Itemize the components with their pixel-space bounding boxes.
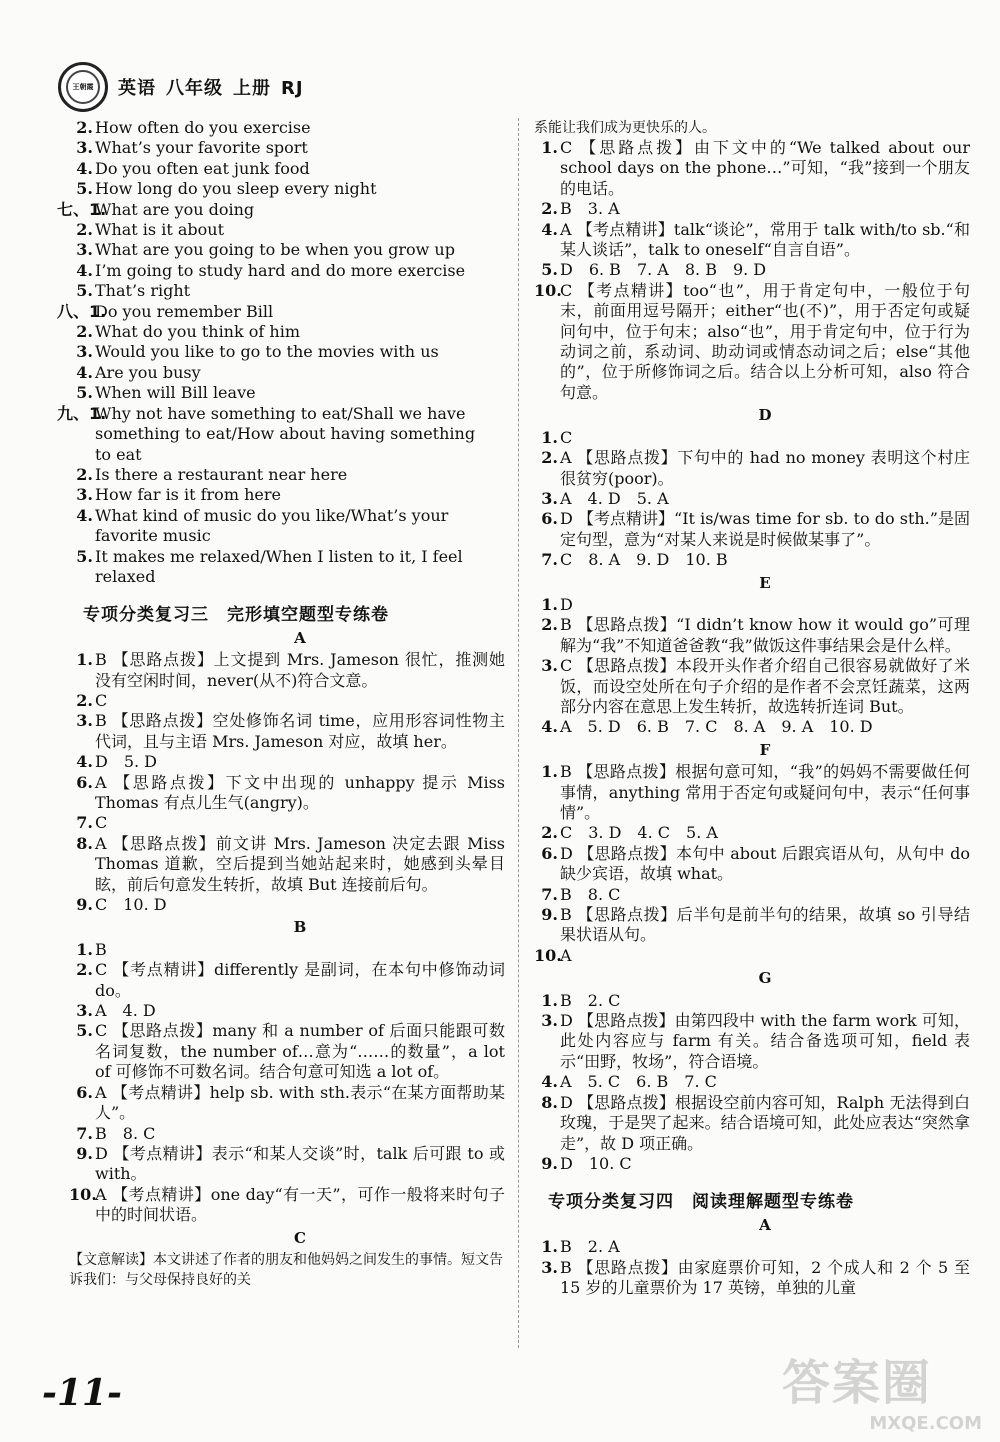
answer-text: C 10. D <box>95 895 167 915</box>
answer-text: A 4. D <box>95 1001 156 1021</box>
answer-line <box>95 424 505 444</box>
answer-text: B 2. A <box>560 1237 620 1257</box>
answer-text: C 【思路点拨】本段开头作者介绍自己很容易就做好了米饭，而设空处所在句子介绍的是作者不会烹饪蔬菜，这两部分内容在意思上发生转折，故选转折连词 But。 <box>560 656 970 716</box>
answer-text: A 4. D 5. A <box>560 488 669 508</box>
answer-number: 1. <box>541 762 558 782</box>
section-title: 专项分类复习三 完形填空题型专练卷 <box>83 605 389 626</box>
watermark-logo <box>782 1344 982 1434</box>
answer-number: 3. <box>541 1257 558 1277</box>
answer-text: B 【思路点拨】后半句是前半句的结果，故填 so 引导结果状语从句。 <box>560 905 970 945</box>
answer-item <box>76 895 505 915</box>
answer-text: A <box>560 945 572 965</box>
page-header <box>58 62 314 112</box>
answer-text: D 【考点精讲】表示“和某人交谈”时，talk 后可跟 to 或 with。 <box>95 1143 505 1184</box>
logo-text: 王朝霞 <box>72 82 94 91</box>
answer-item <box>76 813 505 833</box>
page-number: -11- <box>42 1372 122 1414</box>
subsection-label: B <box>293 918 307 937</box>
answer-item <box>76 1082 505 1124</box>
answer-number: 3. <box>76 485 93 505</box>
answer-text: What is it about <box>95 220 224 240</box>
answer-text: D 10. C <box>560 1153 632 1173</box>
subsection-label: G <box>758 969 772 988</box>
answer-text: B 【思路点拨】根据句意可知，“我”的妈妈不需要做任何事情，anything 常用于否定句或疑问句中，表示“任何事情”。 <box>560 762 970 822</box>
right-column <box>534 118 970 1298</box>
answer-item <box>76 772 505 814</box>
answer-number: 3. <box>76 1001 93 1021</box>
answer-number: 3. <box>541 1011 558 1031</box>
answer-line <box>76 464 505 485</box>
answer-text: How often do you exercise <box>95 118 311 137</box>
answer-text: C 【考点精讲】differently 是副词，在本句中修饰动词 do。 <box>95 960 505 1000</box>
answer-number: 7. <box>76 813 93 833</box>
answer-number: 4. <box>76 158 93 178</box>
answer-number: 八、1. <box>57 301 107 321</box>
answer-number: 4. <box>541 1072 558 1092</box>
answer-text: Why not have something to eat/Shall we have <box>95 403 466 423</box>
answer-line <box>76 322 505 342</box>
answer-number: 5. <box>76 546 93 566</box>
answer-item <box>541 717 970 737</box>
answer-text: How long do you sleep every night <box>95 179 377 199</box>
answer-line <box>76 383 505 403</box>
answer-text: It makes me relaxed/When I listen to it, I feel <box>95 546 463 566</box>
answer-line <box>57 403 505 424</box>
edition: RJ <box>281 78 304 99</box>
subsection-label: A <box>759 1215 771 1234</box>
answer-text: C 【思路点拨】由下文中的“We talked about our school days on the phone…”可知，“我”接到一个朋友的电话。 <box>560 138 970 198</box>
answer-number: 10. <box>534 280 562 300</box>
answer-number: 1. <box>76 939 93 959</box>
answer-text: D 5. D <box>95 752 158 772</box>
answer-text: relaxed <box>95 566 156 586</box>
answer-number: 10. <box>534 945 562 965</box>
answer-text: A 【思路点拨】下句中的 had no money 表明这个村庄很贫穷(poor)。 <box>560 448 970 488</box>
answer-text: What are you going to be when you grow up <box>95 240 455 260</box>
answer-item <box>541 1257 970 1299</box>
answer-text: B 【思路点拨】“I didn’t know how it would go”可理解为“我”不知道爸爸教“我”做饭这件事结果会是什么样。 <box>560 615 970 655</box>
answer-item <box>541 427 970 448</box>
answer-text: B 【思路点拨】由家庭票价可知，2 个成人和 2 个 5 至 15 岁的儿童票价为 17 英镑，单独的儿童 <box>560 1257 970 1297</box>
answer-text: A 【考点精讲】one day“有一天”，可作一般将来时句子中的时间状语。 <box>95 1184 505 1225</box>
answer-item <box>541 509 970 550</box>
answer-text: C <box>95 813 108 833</box>
answer-item <box>76 752 505 772</box>
subsection-label: E <box>759 573 771 592</box>
answer-line <box>76 260 505 281</box>
answer-text: Do you remember Bill <box>95 301 274 321</box>
subject: 英语 <box>118 78 156 99</box>
answer-number: 1. <box>541 990 558 1010</box>
answer-item <box>76 939 505 960</box>
answer-line <box>57 301 505 322</box>
answer-item <box>541 199 970 219</box>
answer-number: 4. <box>76 752 93 772</box>
answer-number: 7. <box>541 550 558 570</box>
answer-text: What do you think of him <box>95 322 300 342</box>
answer-text: B 2. C <box>560 990 621 1010</box>
answer-number: 2. <box>76 690 93 710</box>
section-title: 专项分类复习四 阅读理解题型专练卷 <box>548 1192 854 1213</box>
subsection-label: C <box>294 1228 306 1247</box>
answer-number: 4. <box>76 260 93 280</box>
answer-text: What’s your favorite sport <box>95 138 308 158</box>
answer-item <box>541 1011 970 1072</box>
answer-line <box>76 138 505 158</box>
answer-text: C 【考点精讲】too“也”，用于肯定句中，一般位于句末，前面用逗号隔开；either“也(不)”，用于否定句或疑问句中，位于句末；also“也”，用于肯定句中，位于行为动词之前，系动词、助动词或情态动词之后；else“其他的”，位于所修饰词之后。结合以上分析可知，also 符合句意。 <box>560 280 970 402</box>
grade: 八年级 <box>166 78 223 99</box>
answer-item <box>541 260 970 280</box>
watermark-text: 答案圈 <box>782 1355 933 1411</box>
answer-text: A 【考点精讲】talk“谈论”，常用于 talk with/to sb.“和某人谈话”，talk to oneself“自言自语”。 <box>560 219 970 260</box>
answer-item <box>541 594 970 615</box>
answer-text: B 【思路点拨】空处修饰名词 time，应用形容词性物主代词，且与主语 Mrs. Jameson 对应，故填 her。 <box>95 711 505 751</box>
answer-line <box>76 220 505 240</box>
answer-number: 5. <box>76 1021 93 1041</box>
answer-item <box>541 1072 970 1092</box>
answer-number: 3. <box>76 138 93 158</box>
answer-item <box>76 1123 505 1144</box>
logo-seal <box>66 70 100 104</box>
answer-item <box>534 945 970 966</box>
answer-text: I’m going to study hard and do more exercise <box>95 260 466 280</box>
answer-text: A 【考点精讲】help sb. with sth.表示“在某方面帮助某人”。 <box>95 1082 505 1123</box>
answer-text: D <box>560 594 573 614</box>
answer-number: 2. <box>76 118 93 137</box>
answer-number: 4. <box>541 219 558 239</box>
answer-item <box>534 280 970 403</box>
answer-number: 1. <box>541 1237 558 1257</box>
answer-number: 1. <box>76 650 93 670</box>
answer-number: 3. <box>76 711 93 731</box>
answer-text: A 【思路点拨】前文讲 Mrs. Jameson 决定去跟 Miss Thomas 道歉，空后提到当她站起来时，她感到头晕目眩，前后句意发生转折，故填 But 连接前后句。 <box>95 833 505 894</box>
answer-item <box>541 1153 970 1174</box>
answer-item <box>541 488 970 509</box>
answer-line <box>76 158 505 179</box>
subsection-label: D <box>758 406 772 425</box>
answer-number: 6. <box>541 843 558 863</box>
answer-text: A 5. D 6. B 7. C 8. A 9. A 10. D <box>560 717 873 737</box>
answer-item <box>541 448 970 489</box>
answer-text: D 6. B 7. A 8. B 9. D <box>560 260 767 280</box>
answer-text: B 8. C <box>95 1123 156 1143</box>
passage-note: 【文意解读】本文讲述了作者的朋友和他妈妈之间发生的事情。短文告诉我们：与父母保持良好的关 <box>69 1251 503 1288</box>
answer-text: Is there a restaurant near here <box>95 464 348 484</box>
answer-number: 7. <box>541 884 558 904</box>
passage-note-cont: 系能让我们成为更快乐的人。 <box>534 120 716 136</box>
answer-text: D 【思路点拨】本句中 about 后跟宾语从句，从句中 do 缺少宾语，故填 what。 <box>560 843 970 884</box>
answer-item <box>76 1143 505 1185</box>
answer-item <box>541 138 970 199</box>
answer-number: 9. <box>541 905 558 925</box>
answer-number: 5. <box>76 383 93 403</box>
answer-text: Do you often eat junk food <box>95 158 310 178</box>
answer-number: 9. <box>76 895 93 915</box>
answer-line <box>95 526 505 546</box>
answer-text: to eat <box>95 444 142 464</box>
answer-line <box>76 362 505 383</box>
answer-line <box>76 485 505 505</box>
answer-number: 4. <box>76 505 93 525</box>
answer-item <box>69 1184 505 1226</box>
answer-number: 7. <box>76 1123 93 1143</box>
volume: 上册 <box>233 78 271 99</box>
answer-number: 2. <box>541 823 558 843</box>
answer-line <box>95 567 505 587</box>
subsection-label: F <box>759 740 771 759</box>
answer-line <box>76 240 505 260</box>
answer-text: something to eat/How about having something <box>95 424 476 444</box>
answer-item <box>541 823 970 843</box>
answer-item <box>541 615 970 656</box>
answer-item <box>541 1092 970 1154</box>
answer-text: D 【考点精讲】“It is/was time for sb. to do sth.”是固定句型，意为“对某人来说是时候做某事了”。 <box>560 509 970 549</box>
answer-number: 6. <box>76 772 93 792</box>
answer-number: 9. <box>541 1153 558 1173</box>
answer-item <box>541 656 970 717</box>
left-column <box>57 118 505 1290</box>
answer-item <box>541 843 970 885</box>
answer-text: B 8. C <box>560 884 621 904</box>
answer-item <box>541 550 970 570</box>
answer-number: 1. <box>541 138 558 157</box>
answer-item <box>541 1237 970 1257</box>
answer-line <box>76 342 505 362</box>
watermark-url: MXQE.COM <box>869 1413 982 1434</box>
answer-line <box>95 445 505 465</box>
answer-line <box>57 199 505 220</box>
answer-line <box>76 281 505 301</box>
answer-text: C <box>95 690 108 710</box>
answer-text: A 【思路点拨】下文中出现的 unhappy 提示 Miss Thomas 有点儿生气(angry)。 <box>95 772 505 812</box>
answer-line <box>76 505 505 526</box>
answer-text: Are you busy <box>95 362 201 382</box>
answer-text: B 3. A <box>560 199 620 219</box>
answer-number: 2. <box>76 220 93 240</box>
answer-text: When will Bill leave <box>95 383 256 403</box>
answer-number: 5. <box>76 179 93 199</box>
answer-text: C <box>560 427 573 447</box>
answer-number: 3. <box>76 342 93 362</box>
answer-number: 6. <box>541 509 558 529</box>
answer-line <box>76 118 505 138</box>
answer-number: 6. <box>76 1082 93 1102</box>
answer-number: 3. <box>541 488 558 508</box>
answer-number: 九、1. <box>57 403 107 423</box>
answer-text: C 【思路点拨】many 和 a number of 后面只能跟可数名词复数，the number of…意为“……的数量”，a lot of 可修饰不可数名词。结合句意可知选 a lot of。 <box>95 1021 505 1082</box>
answer-number: 2. <box>541 199 558 219</box>
answer-number: 3. <box>541 656 558 676</box>
answer-number: 2. <box>76 322 93 342</box>
answer-number: 8. <box>541 1092 558 1112</box>
answer-text: A 5. C 6. B 7. C <box>560 1072 717 1092</box>
answer-item <box>541 905 970 946</box>
answer-text: B <box>95 939 107 959</box>
answer-number: 1. <box>541 427 558 447</box>
answer-item <box>541 762 970 823</box>
answer-number: 5. <box>541 260 558 280</box>
answer-item <box>541 990 970 1011</box>
answer-line <box>76 179 505 199</box>
answer-number: 2. <box>541 448 558 468</box>
answer-text: What are you doing <box>95 199 255 219</box>
answer-item <box>76 711 505 752</box>
answer-number: 4. <box>76 362 93 382</box>
answer-item <box>76 960 505 1001</box>
answer-text: That’s right <box>95 281 191 301</box>
answer-text: D 【思路点拨】根据设空前内容可知，Ralph 无法得到白玫瑰，于是哭了起来。结合语境可知，此处应表达“突然拿走”，故 D 项正确。 <box>560 1092 970 1153</box>
answer-number: 10. <box>69 1184 97 1204</box>
answer-item <box>541 219 970 261</box>
answer-item <box>76 690 505 711</box>
answer-text: B 【思路点拨】上文提到 Mrs. Jameson 很忙，推测她没有空闲时间，never(从不)符合文意。 <box>95 650 505 690</box>
answer-item <box>76 1021 505 1082</box>
answer-number: 9. <box>76 1143 93 1163</box>
answer-text: C 8. A 9. D 10. B <box>560 550 728 570</box>
answer-item <box>76 650 505 691</box>
answer-text: What kind of music do you like/What’s your <box>95 505 449 525</box>
answer-item <box>541 884 970 905</box>
answer-item <box>76 1001 505 1021</box>
answer-number: 2. <box>76 464 93 484</box>
answer-number: 2. <box>76 960 93 980</box>
book-title <box>118 74 314 100</box>
answer-number: 4. <box>541 717 558 737</box>
answer-item <box>76 833 505 895</box>
answer-text: C 3. D 4. C 5. A <box>560 823 718 843</box>
answer-number: 3. <box>76 240 93 260</box>
answer-text: D 【思路点拨】由第四段中 with the farm work 可知，此处内容应与 farm 有关。结合备选项可知，field 表示“田野，牧场”，符合语境。 <box>560 1011 970 1071</box>
answer-number: 七、1. <box>57 199 107 219</box>
answer-number: 1. <box>541 594 558 614</box>
answer-number: 2. <box>541 615 558 635</box>
answer-number: 5. <box>76 281 93 301</box>
answer-text: How far is it from here <box>95 485 281 505</box>
answer-number: 8. <box>76 833 93 853</box>
publisher-logo <box>58 62 108 112</box>
subsection-label: A <box>294 628 306 647</box>
answer-line <box>76 546 505 567</box>
answer-text: Would you like to go to the movies with us <box>95 342 439 362</box>
column-divider <box>518 118 519 1348</box>
answer-text: favorite music <box>95 526 211 546</box>
